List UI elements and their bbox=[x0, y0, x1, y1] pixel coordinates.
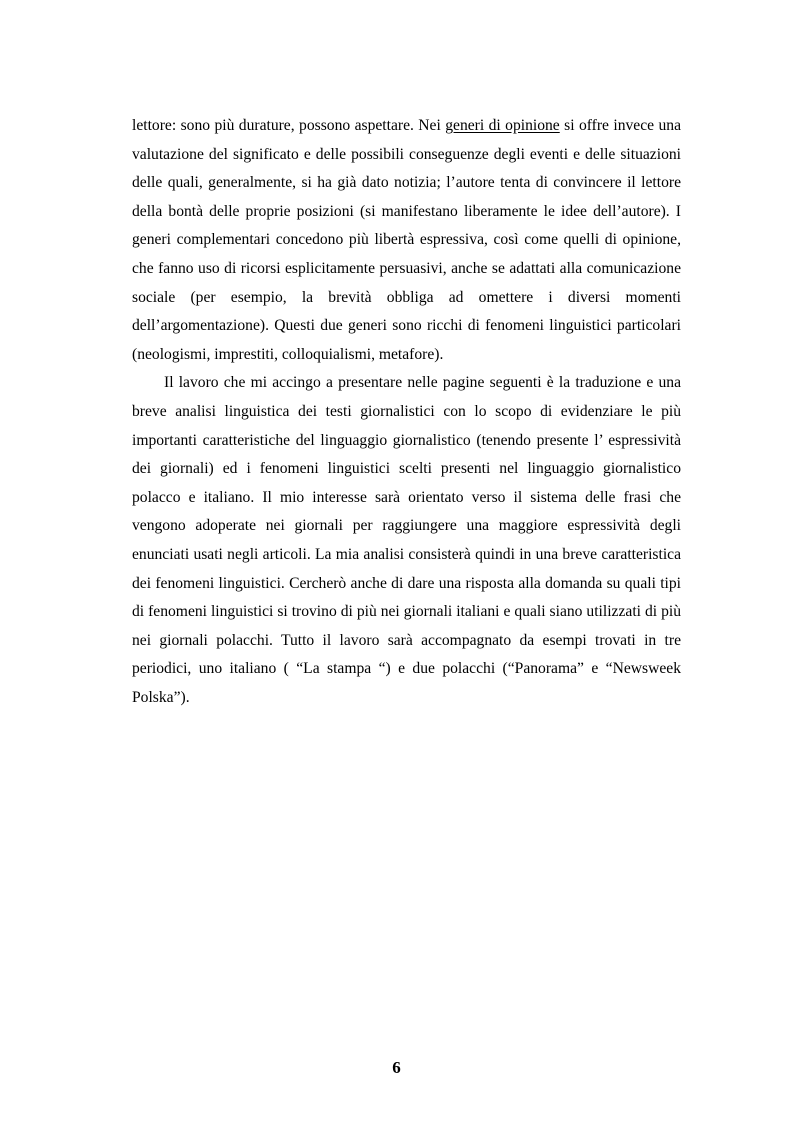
paragraph-1 bbox=[132, 112, 681, 369]
paragraph-1-rest: si offre invece una valutazione del significato e delle possibili conseguenze degli eventi e delle situazioni delle quali, generalmente, si ha già dato notizia; l’autore tenta di convincere il lettore della bontà delle proprie posizioni (si manifestano liberamente le idee dell’autore). I generi complementari concedono più libertà espressiva, così come quelli di opinione, che fanno uso di ricorsi esplicitamente persuasivi, anche se adattati alla comunicazione sociale (per esempio, la brevità obbliga ad omettere i diversi momenti dell’argomentazione). Questi due generi sono ricchi di fenomeni linguistici particolari (neologismi, imprestiti, colloquialismi, metafore). bbox=[132, 117, 682, 363]
page-number: 6 bbox=[392, 1058, 401, 1077]
underlined-phrase: generi di opinione bbox=[445, 117, 560, 134]
body-text bbox=[132, 112, 681, 712]
paragraph-2: Il lavoro che mi accingo a presentare nelle pagine seguenti è la traduzione e una breve analisi linguistica dei testi giornalistici con lo scopo di evidenziare le più importanti caratteristiche del linguaggio giornalistico (tenendo presente l’ espressività dei giornali) ed i fenomeni linguistici scelti presenti nel linguaggio giornalistico polacco e italiano. Il mio interesse sarà orientato verso il sistema delle frasi che vengono adoperate nei giornali per raggiungere una maggiore espressività degli enunciati usati negli articoli. La mia analisi consisterà quindi in una breve caratteristica dei fenomeni linguistici. Cercherò anche di dare una risposta alla domanda su quali tipi di fenomeni linguistici si trovino di più nei giornali italiani e quali siano utilizzati di più nei giornali polacchi. Tutto il lavoro sarà accompagnato da esempi trovati in tre periodici, uno italiano ( “La stampa “) e due polacchi (“Panorama” e “Newsweek Polska”). bbox=[132, 374, 681, 706]
paragraph-1-start: lettore: sono più durature, possono aspettare. Nei bbox=[132, 117, 446, 134]
